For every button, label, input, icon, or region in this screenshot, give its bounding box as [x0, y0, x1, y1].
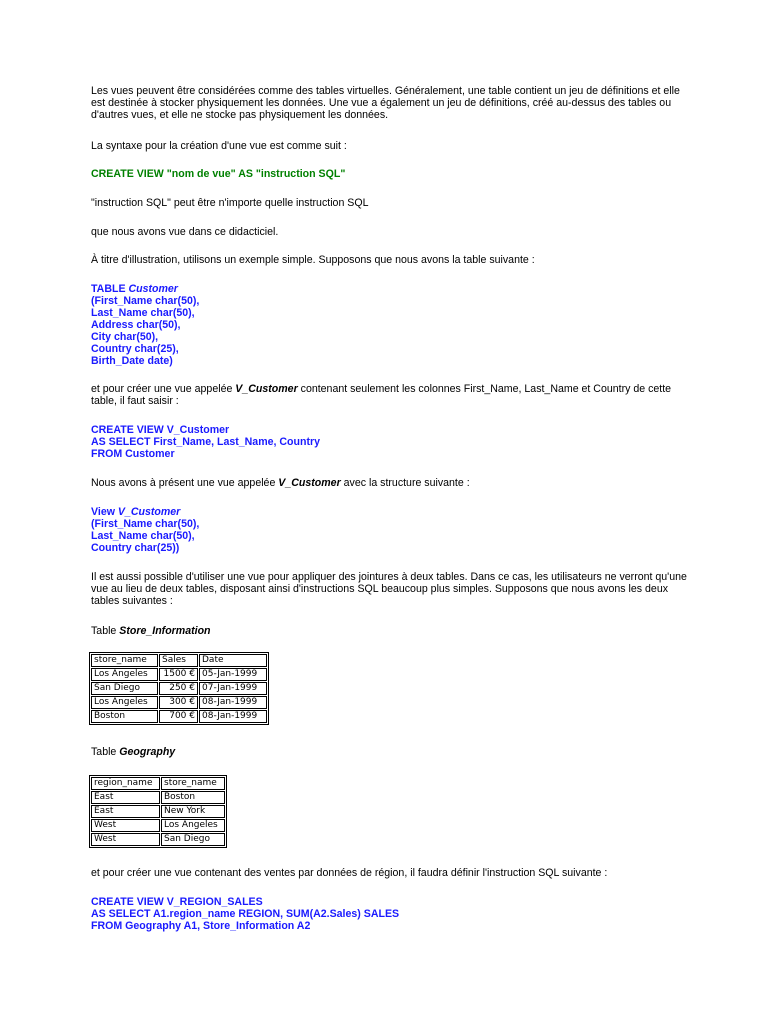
header-cell: store_name [91, 654, 158, 667]
header-cell: store_name [161, 777, 225, 790]
table-cell: East [91, 805, 160, 818]
table-row [91, 791, 225, 804]
table-cell: 05-Jan-1999 [199, 668, 267, 681]
customer-field-line: Country char(25), [91, 343, 179, 355]
illustration-paragraph: À titre d'illustration, utilisons un exemple simple. Supposons que nous avons la table suivante : [91, 254, 535, 266]
table-cell: Los Angeles [91, 696, 158, 709]
customer-table-title: TABLE Customer [91, 283, 178, 295]
table-row [91, 833, 225, 846]
customer-field-line: (First_Name char(50), [91, 295, 200, 307]
intro-paragraph: Les vues peuvent être considérées comme des tables virtuelles. Généralement, une table contient un jeu de définitions et elle est destinée à stocker physiquement les données. Une vue a également un jeu de définitions, créé au-dessus des tables ou d'autres vues, et elle ne stocke pas physiquement les données. [91, 85, 680, 121]
view-field-line: Country char(25)) [91, 542, 180, 554]
customer-field-line: City char(50), [91, 331, 159, 343]
view-field-line: (First_Name char(50), [91, 518, 200, 530]
customer-field-line: Birth_Date date) [91, 355, 173, 367]
table-header-row [91, 777, 225, 790]
customer-table-definition [91, 283, 691, 367]
table-cell: Boston [91, 710, 158, 723]
table-row [91, 696, 267, 709]
syntax-code: CREATE VIEW "nom de vue" AS "instruction SQL" [91, 168, 346, 180]
table-cell: 700 € [159, 710, 198, 723]
header-cell: Date [199, 654, 267, 667]
store-table-name: Store_Information [119, 625, 211, 637]
table-cell: 1500 € [159, 668, 198, 681]
table-row [91, 819, 225, 832]
table-cell: East [91, 791, 160, 804]
table-cell: 250 € [159, 682, 198, 695]
table-cell: 08-Jan-1999 [199, 696, 267, 709]
sql-note: "instruction SQL" peut être n'importe quelle instruction SQL [91, 197, 369, 209]
table-cell: Los Angeles [91, 668, 158, 681]
geography-table-name: Geography [119, 746, 176, 758]
table-row [91, 710, 267, 723]
region-view-code [91, 896, 691, 932]
table-cell: 07-Jan-1999 [199, 682, 267, 695]
view-now-paragraph: Nous avons à présent une vue appelée V_Customer avec la structure suivante : [91, 477, 470, 489]
table-cell: San Diego [91, 682, 158, 695]
customer-table-name: Customer [128, 283, 178, 295]
view-name: V_Customer [235, 383, 298, 395]
customer-field-line: Last_Name char(50), [91, 307, 195, 319]
table-cell: West [91, 819, 160, 832]
region-paragraph: et pour créer une vue contenant des ventes par données de région, il faudra définir l'instruction SQL suivante : [91, 867, 608, 879]
store-information-table [89, 652, 269, 725]
code-line: FROM Geography A1, Store_Information A2 [91, 920, 311, 932]
sql-note-2: que nous avons vue dans ce didacticiel. [91, 226, 279, 238]
create-view-paragraph: et pour créer une vue appelée V_Customer contenant seulement les colonnes First_Name, Last_Name et Country de cette table, il faut saisir : [91, 383, 672, 407]
table-row [91, 805, 225, 818]
table-row [91, 682, 267, 695]
table-cell: San Diego [161, 833, 225, 846]
table-header-row [91, 654, 267, 667]
syntax-intro: La syntaxe pour la création d'une vue est comme suit : [91, 140, 347, 152]
table-cell: West [91, 833, 160, 846]
view-structure-title: View V_Customer [91, 506, 181, 518]
view-structure [91, 506, 691, 554]
table-cell: Boston [161, 791, 225, 804]
create-view-code [91, 424, 691, 460]
joins-paragraph: Il est aussi possible d'utiliser une vue pour appliquer des jointures à deux tables. Dans ce cas, les utilisateurs ne verront qu'une vue au lieu de deux tables, disposant ainsi d'instructions SQL beaucoup plus simples. Supposons que nous avons les deux tables suivantes : [91, 571, 687, 607]
view-structure-name: V_Customer [117, 506, 181, 518]
header-cell: region_name [91, 777, 160, 790]
table-cell: 300 € [159, 696, 198, 709]
table-cell: 08-Jan-1999 [199, 710, 267, 723]
code-line: AS SELECT A1.region_name REGION, SUM(A2.Sales) SALES [91, 908, 400, 920]
code-line: CREATE VIEW V_REGION_SALES [91, 896, 263, 908]
table-cell: New York [161, 805, 225, 818]
code-line: FROM Customer [91, 448, 175, 460]
customer-field-line: Address char(50), [91, 319, 181, 331]
store-table-label: Table Store_Information [91, 625, 211, 637]
table-cell: Los Angeles [161, 819, 225, 832]
code-line: AS SELECT First_Name, Last_Name, Country [91, 436, 321, 448]
table-row [91, 668, 267, 681]
geography-table-label: Table Geography [91, 746, 176, 758]
view-name: V_Customer [278, 477, 341, 489]
view-field-line: Last_Name char(50), [91, 530, 195, 542]
geography-table [89, 775, 227, 848]
code-line: CREATE VIEW V_Customer [91, 424, 230, 436]
header-cell: Sales [159, 654, 198, 667]
